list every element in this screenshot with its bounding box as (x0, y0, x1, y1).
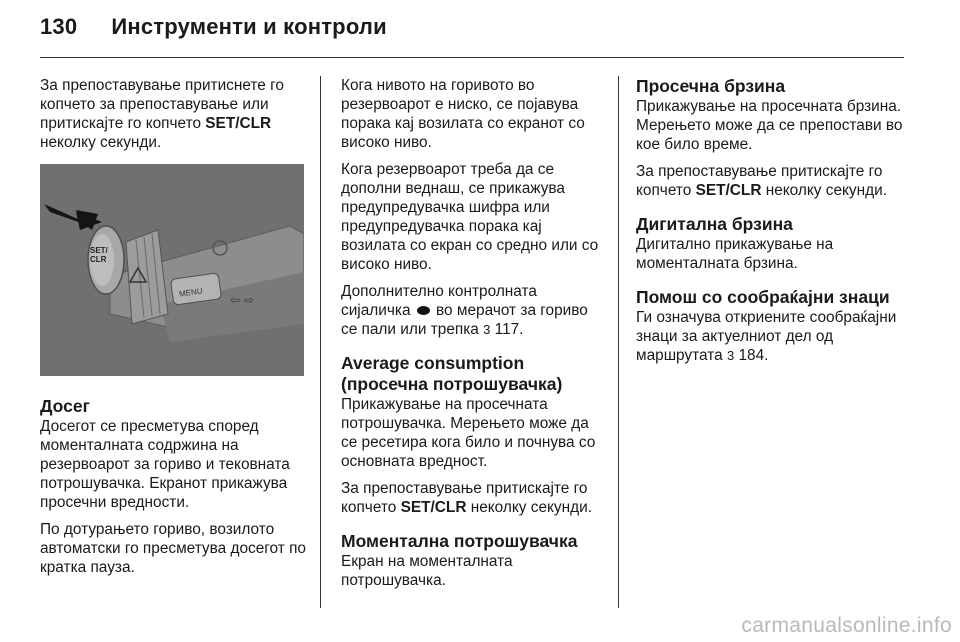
digital-speed-section (636, 214, 904, 273)
set-clr-label: SET/CLR (205, 115, 272, 132)
avg-consumption-heading: Average consumption (просечна потрошувачка) (341, 353, 563, 394)
avg-consumption-paragraph-1: Прикажување на просечната потрошувачка. Мерењето може да се ресетира кога било и почнува со основната вредност. (341, 396, 596, 470)
refuel-paragraph: Кога резервоарот треба да се дополни веднаш, се прикажува предупредувачка шифра или предупредувачка порака кај возилата со екран со средно или со високо ниво. (341, 161, 599, 273)
intro-paragraph: За препоставување притиснете го копчето за препоставување или притискајте го копчето SET/CLR неколку секунди. (40, 77, 284, 151)
avg-speed-heading: Просечна брзина (636, 76, 786, 96)
sign-assist-paragraph: Ги означува откриените сообраќајни знаци за актуелниот дел од маршрутата 3 184. (636, 309, 897, 364)
avg-consumption-section (341, 353, 607, 517)
avg-speed-section (636, 76, 904, 200)
column-1 (40, 76, 306, 585)
digital-speed-paragraph: Дигитално прикажување на моменталната брзина. (636, 236, 834, 272)
low-fuel-paragraph: Кога нивото на горивото во резервоарот е ниско, се појавува порака кај возилата со екранот со високо ниво. (341, 77, 585, 151)
set-clr-button-label: SET/CLR (90, 246, 108, 264)
header-rule (40, 57, 904, 58)
instant-consumption-section (341, 531, 607, 590)
avg-speed-paragraph-2: За препоставување притискајте го копчето SET/CLR неколку секунди. (636, 163, 887, 199)
stalk-drawing (40, 164, 304, 376)
svg-text:⇦ ⇨: ⇦ ⇨ (230, 293, 254, 307)
stalk-illustration (40, 164, 304, 376)
range-paragraph-2: По дотурањето гориво, возилото автоматски го пресметува досегот по кратка пауза. (40, 521, 306, 576)
fuel-lamp-icon (417, 306, 430, 315)
reference-arrow-icon: 3 (483, 322, 491, 337)
control-lamp-paragraph: Дополнително контролната сијаличка во мерачот за гориво се пали или трепка 3 117. (341, 283, 588, 338)
instant-consumption-heading: Моментална потрошувачка (341, 531, 578, 551)
instant-consumption-paragraph: Екран на моменталната потрошувачка. (341, 553, 513, 589)
avg-speed-paragraph-1: Прикажување на просечната брзина. Мерењето може да се препостави во кое било време. (636, 98, 903, 153)
range-section (40, 396, 306, 577)
page-header (40, 14, 387, 50)
page-number: 130 (40, 14, 78, 39)
range-heading: Досег (40, 396, 90, 416)
column-divider-1 (320, 76, 321, 608)
column-2 (341, 76, 607, 598)
sign-assist-heading: Помош со сообраќајни знаци (636, 287, 890, 307)
sign-assist-section (636, 287, 904, 365)
column-3 (636, 76, 904, 373)
watermark: carmanualsonline.info (741, 614, 952, 637)
menu-button-label: MENU (178, 286, 204, 299)
column-divider-2 (618, 76, 619, 608)
digital-speed-heading: Дигитална брзина (636, 214, 793, 234)
reference-arrow-icon: 3 (726, 348, 735, 363)
range-paragraph-1: Досегот се пресметува според моменталната содржина на резервоарот за гориво и тековната потрошувачка. Екранот прикажува просечни вредности. (40, 418, 290, 511)
page-title: Инструменти и контроли (111, 14, 387, 39)
avg-consumption-paragraph-2: За препоставување притискајте го копчето SET/CLR неколку секунди. (341, 480, 592, 516)
